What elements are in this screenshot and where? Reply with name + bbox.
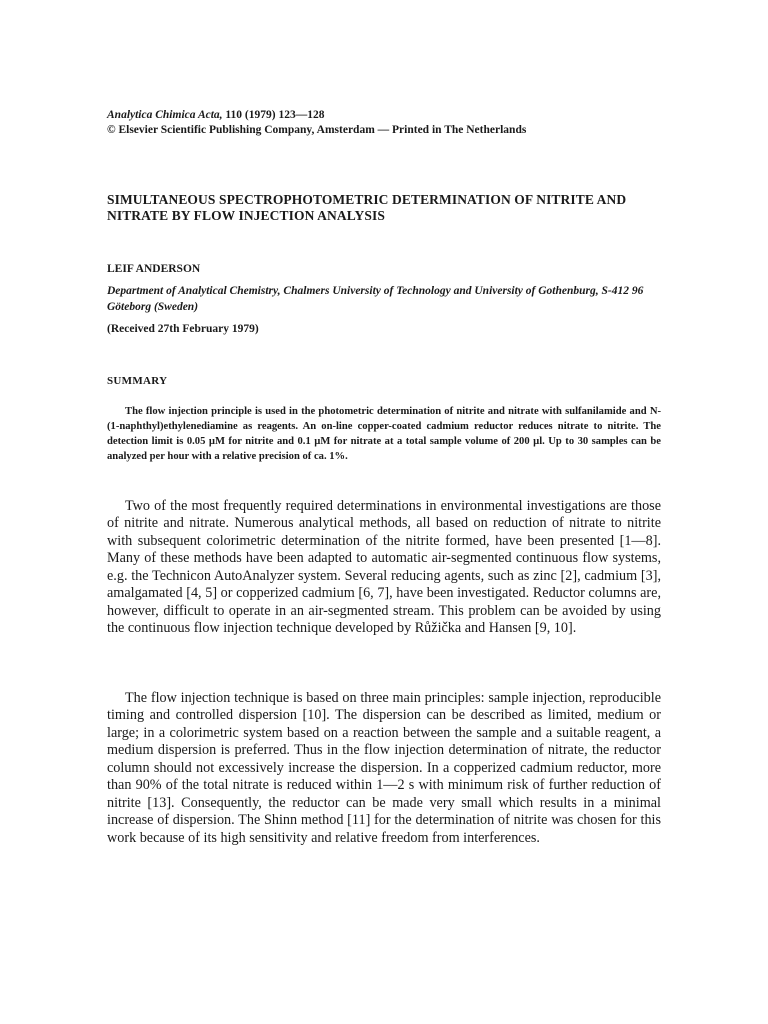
author-name: LEIF ANDERSON [107,263,201,275]
article-title: SIMULTANEOUS SPECTROPHOTOMETRIC DETERMINATION OF NITRITE AND NITRATE BY FLOW INJECTION ANALYSIS [107,192,627,223]
journal-citation [107,108,667,123]
journal-header [107,108,667,138]
summary-heading: SUMMARY [107,375,168,387]
journal-name: Analytica Chimica Acta, [107,109,223,121]
copyright-line: © Elsevier Scientific Publishing Company, Amsterdam — Printed in The Netherlands [107,124,527,136]
body-paragraph-2: The flow injection technique is based on three main principles: sample injection, reproducible timing and controlled dispersion [10]. The dispersion can be described as limited, medium or large; in a colorimetric system based on a reaction between the sample and a suitable reagent, a medium dispersion is preferred. Thus in the flow injection determination of nitrate, the reductor column should not excessively increase the dispersion. In a copperized cadmium reductor, more than 90% of the total nitrate is reduced within 1—2 s with minimum risk of further reduction of nitrite [13]. Consequently, the reductor can be made very small which results in a minimal increase of dispersion. The Shinn method [11] for the determination of nitrite was chosen for this work because of its high sensitivity and relative freedom from interferences. [107,690,661,846]
body-paragraph-1: Two of the most frequently required determinations in environmental investigations are those of nitrite and nitrate. Numerous analytical methods, all based on reduction of nitrate to nitrite with subsequent colorimetric determination of the nitrite formed, have been presented [1—8]. Many of these methods have been adapted to automatic air-segmented continuous flow systems, e.g. the Technicon AutoAnalyzer system. Several reducing agents, such as zinc [2], cadmium [3], amalgamated [4, 5] or copperized cadmium [6, 7], have been investigated. Reductor columns are, however, difficult to operate in an air-segmented stream. This problem can be avoided by using the continuous flow injection technique developed by Růžička and Hansen [9, 10]. [107,498,661,637]
received-date: (Received 27th February 1979) [107,323,259,335]
journal-volume: 110 (1979) 123—128 [225,109,325,121]
author-affiliation: Department of Analytical Chemistry, Chalmers University of Technology and University of Gothenburg, S-412 96 Göteborg (Sweden) [107,285,644,313]
summary-abstract: The flow injection principle is used in the photometric determination of nitrite and nitrate with sulfanilamide and N-(1-naphthyl)ethylenediamine as reagents. An on-line copper-coated cadmium reductor reduces nitrate to nitrite. The detection limit is 0.05 µM for nitrite and 0.1 µM for nitrate at a total sample volume of 200 µl. Up to 30 samples can be analyzed per hour with a relative precision of ca. 1%. [107,406,661,462]
